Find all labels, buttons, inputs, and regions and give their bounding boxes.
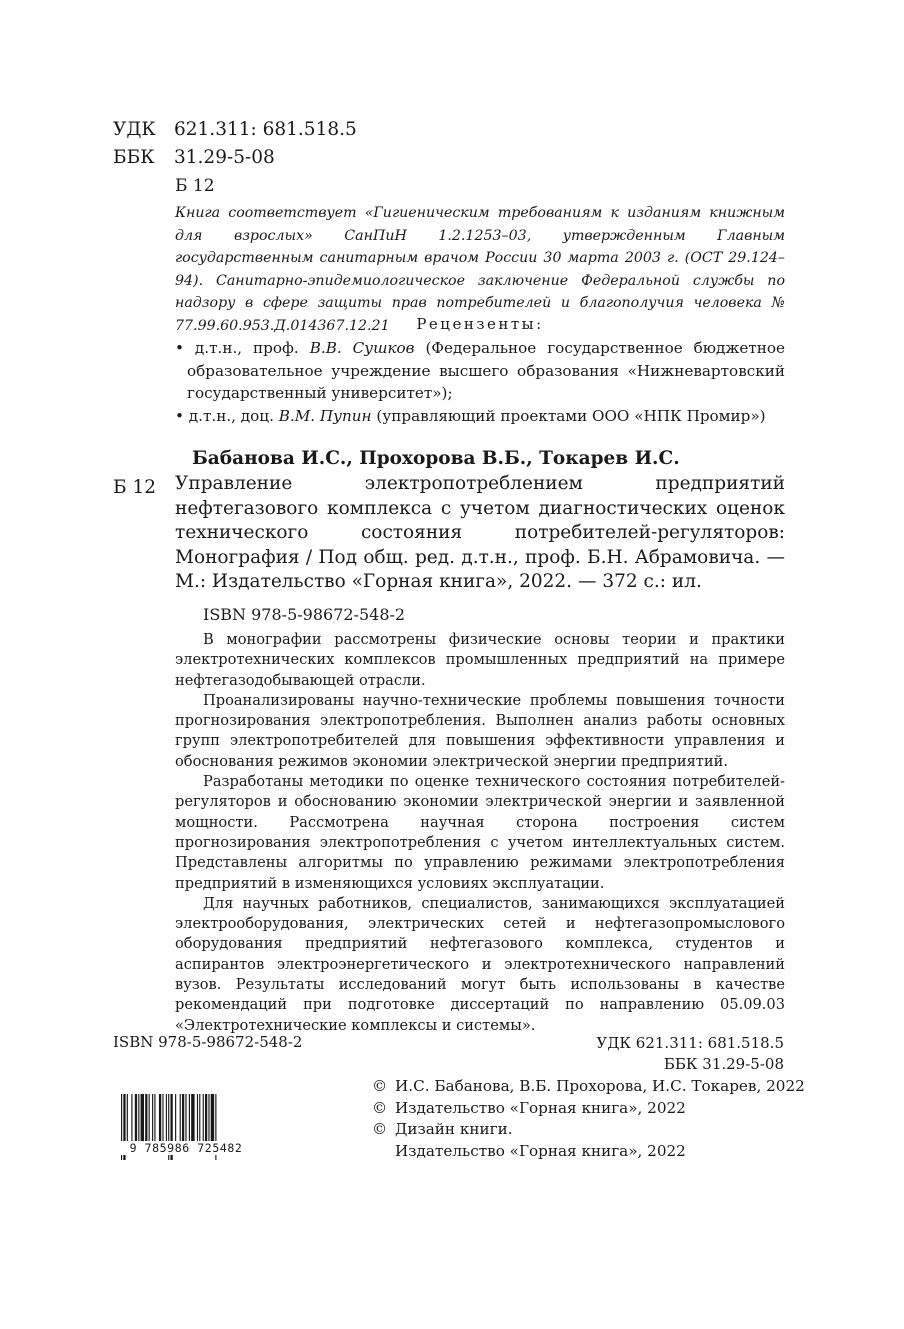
isbn-main: ISBN 978-5-98672-548-2 <box>203 605 406 624</box>
reviewer-item: • д.т.н., проф. В.В. Сушков (Федеральное государственное бюджетное образовательное учреждение высшего образования «Нижневартовский государственный университет»); <box>175 339 785 403</box>
bbk-value: 31.29-5-08 <box>174 147 275 168</box>
udk-value: 621.311: 681.518.5 <box>174 119 357 140</box>
annotation-paragraph: В монографии рассмотрены физические основы теории и практики электротехнических комплексов промышленных предприятий на примере нефтегазодобывающей отрасли. <box>175 631 785 689</box>
udk-line <box>113 115 357 145</box>
copyright-line: Дизайн книги. <box>395 1120 513 1139</box>
authors: Бабанова И.С., Прохорова В.Б., Токарев И.С. <box>192 448 680 469</box>
copyright-icon: © <box>372 1120 388 1139</box>
annotation <box>175 630 785 1036</box>
bbk-footer-line: ББК 31.29-5-08 <box>663 1055 784 1073</box>
reviewers-list <box>175 337 785 427</box>
copyright-line: Издательство «Горная книга», 2022 <box>395 1141 686 1160</box>
reviewer-name: В.В. Сушков <box>309 339 415 357</box>
bbk-label: ББК <box>113 147 155 168</box>
author-mark-top: Б 12 <box>175 176 215 196</box>
reviewer-name: В.М. Пупин <box>278 406 372 425</box>
copyright-line: И.С. Бабанова, В.Б. Прохорова, И.С. Токарев, 2022 <box>395 1077 805 1095</box>
reviewers-heading: Рецензенты: <box>416 315 544 333</box>
reviewer-item: • д.т.н., доц. В.М. Пупин (управляющий проектами ООО «НПК Промир») <box>175 406 766 425</box>
book-title: Управление электропотреблением предприятий нефтегазового комплекса с учетом диагностических оценок технического состояния потребителей-регуляторов: Монография / Под общ. ред. д.т.н., проф. Б.Н. Абрамовича. — М.: Издательство «Горная книга», 2022. — 372 с.: ил. <box>175 473 785 592</box>
bbk-line <box>113 143 275 173</box>
copyright-icon: © <box>372 1077 388 1095</box>
isbn-footer: ISBN 978-5-98672-548-2 <box>113 1033 303 1051</box>
annotation-paragraph: Проанализированы научно-технические проблемы повышения точности прогнозирования электропотребления. Выполнен анализ работы основных групп электропотребителей для повышения эффективности управления и обоснования режимов экономии электрической энергии предприятий. <box>175 691 785 770</box>
copyright-line: Издательство «Горная книга», 2022 <box>395 1098 686 1117</box>
udk-label: УДК <box>113 119 156 140</box>
udk-footer <box>596 1033 784 1075</box>
copyright-block <box>372 1076 805 1162</box>
author-mark-side: Б 12 <box>113 477 157 498</box>
hygiene-note: Книга соответствует «Гигиеническим требованиям к изданиям книжным для взрослых» СанПиН 1.2.1253–03, утвержденным Главным государственным санитарным врачом России 30 марта 2003 г. (ОСТ 29.124–94). Санитарно-эпидемиологическое заключение Федеральной службы по надзору в сфере защиты прав потребителей и благополучия человека № 77.99.60.953.Д.014367.12.21 <box>175 205 785 334</box>
barcode-digits: 9 785986 725482 <box>113 1141 259 1155</box>
annotation-paragraph: Для научных работников, специалистов, занимающихся эксплуатацией электрооборудования, электрических сетей и нефтегазопромыслового оборудования предприятий нефтегазового комплекса, студентов и аспирантов электроэнергетического и электротехнического направлений вузов. Результаты исследований могут быть использованы в качестве рекомендаций при подготовке диссертаций по направлению 05.09.03 «Электротехнические комплексы и системы». <box>175 894 785 1034</box>
copyright-icon: © <box>372 1098 388 1117</box>
annotation-paragraph: Разработаны методики по оценке технического состояния потребителей-регуляторов и обоснованию экономии электрической энергии и заявленной мощности. Рассмотрена научная сторона построения систем прогнозирования электропотребления с учетом интеллектуальных систем. Представлены алгоритмы по управлению режимами электропотребления предприятий в изменяющихся условиях эксплуатации. <box>175 773 785 892</box>
udk-footer-line: УДК 621.311: 681.518.5 <box>596 1034 784 1052</box>
